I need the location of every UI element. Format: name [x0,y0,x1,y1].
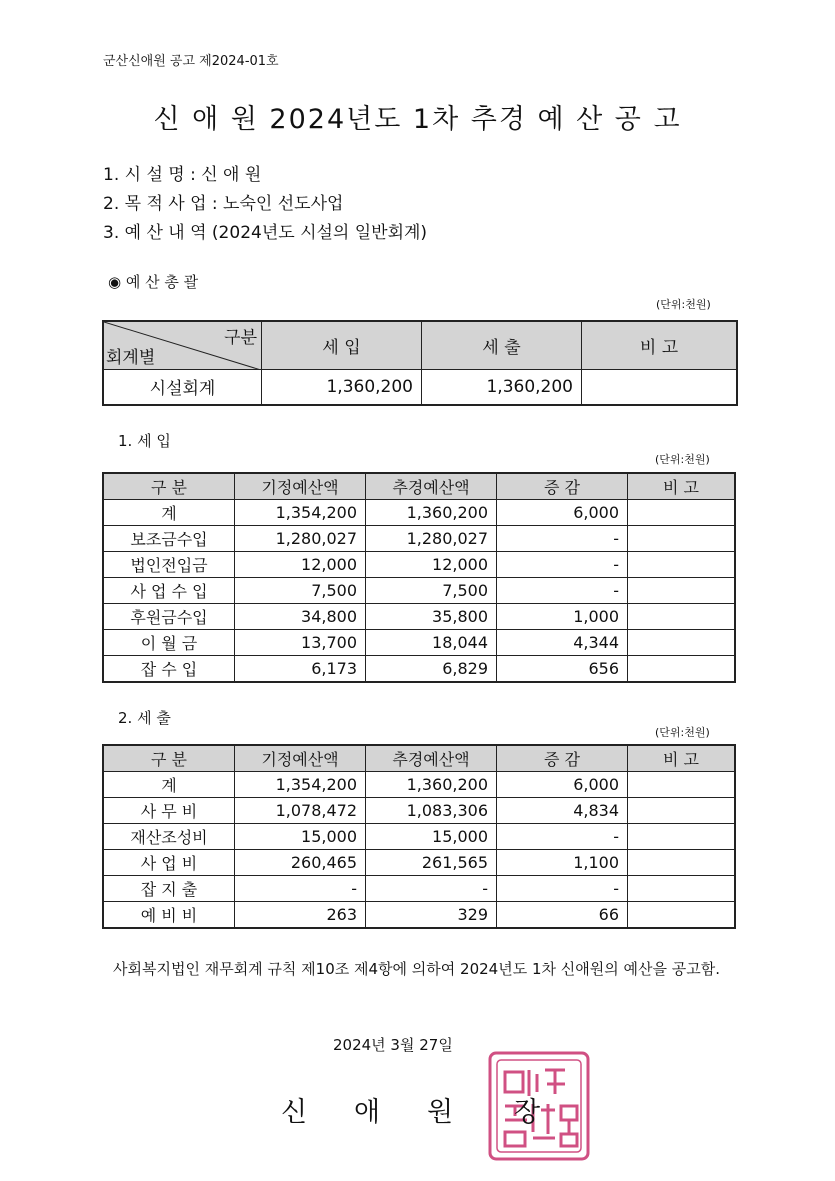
change-amount: 6,000 [497,772,628,798]
revised-amount: 329 [366,902,497,929]
change-amount: 1,100 [497,850,628,876]
table-row [103,369,737,405]
note-cell [628,772,736,798]
table-row [103,798,735,824]
revised-amount: 1,083,306 [366,798,497,824]
row-label: 법인전입금 [103,552,235,578]
note-cell [628,500,736,526]
original-amount: 1,354,200 [235,500,366,526]
change-amount: 656 [497,656,628,683]
revenue-unit: (단위:천원) [655,453,710,466]
original-amount: 1,280,027 [235,526,366,552]
row-label: 계 [103,500,235,526]
original-amount: 1,078,472 [235,798,366,824]
original-amount: 260,465 [235,850,366,876]
revenue-header-note: 비 고 [628,473,736,500]
revised-amount: 35,800 [366,604,497,630]
table-row [103,902,735,929]
expenditure-header-category: 구 분 [103,745,235,772]
table-row [103,578,735,604]
table-row [103,630,735,656]
expenditure-header-change: 증 감 [497,745,628,772]
row-label: 사 무 비 [103,798,235,824]
row-label: 보조금수입 [103,526,235,552]
summary-heading: ◉ 예 산 총 괄 [108,273,199,291]
table-row [103,656,735,683]
signature-char-4: 장 [514,1097,541,1128]
page-title: 신 애 원 2024년도 1차 추경 예 산 공 고 [153,104,682,135]
row-label: 이 월 금 [103,630,235,656]
revised-amount: 7,500 [366,578,497,604]
info-line-budget: 3. 예 산 내 역 (2024년도 시설의 일반회계) [103,223,428,243]
corner-bottom-label: 회계별 [106,347,156,368]
announcement-date: 2024년 3월 27일 [333,1036,453,1054]
row-label: 잡 수 입 [103,656,235,683]
expenditure-unit: (단위:천원) [655,726,710,739]
revised-amount: 261,565 [366,850,497,876]
revenue-header-original: 기정예산액 [235,473,366,500]
original-amount: 6,173 [235,656,366,683]
table-row [103,824,735,850]
summary-cell-revenue: 1,360,200 [262,369,422,405]
revised-amount: 18,044 [366,630,497,656]
summary-header-expenditure: 세 출 [422,321,582,369]
row-label: 사 업 수 입 [103,578,235,604]
revenue-header-category: 구 분 [103,473,235,500]
change-amount: 1,000 [497,604,628,630]
revised-amount: 1,360,200 [366,500,497,526]
signature-char-3: 원 [427,1097,454,1128]
revised-amount: 1,360,200 [366,772,497,798]
revenue-heading: 1. 세 입 [118,432,171,450]
expenditure-header-revised: 추경예산액 [366,745,497,772]
original-amount: 7,500 [235,578,366,604]
summary-header-revenue: 세 입 [262,321,422,369]
signature-char-1: 신 [281,1097,308,1128]
table-row [103,526,735,552]
change-amount: 4,834 [497,798,628,824]
revised-amount: 12,000 [366,552,497,578]
summary-unit: (단위:천원) [656,298,711,311]
table-row [103,850,735,876]
change-amount: - [497,876,628,902]
expenditure-table [102,744,736,929]
expenditure-header-note: 비 고 [628,745,736,772]
summary-cell-account: 시설회계 [103,369,262,405]
change-amount: - [497,552,628,578]
original-amount: 12,000 [235,552,366,578]
info-line-facility: 1. 시 설 명 : 신 애 원 [103,165,262,185]
revenue-header-change: 증 감 [497,473,628,500]
change-amount: 66 [497,902,628,929]
change-amount: - [497,824,628,850]
summary-cell-note [582,369,738,405]
table-row [103,552,735,578]
row-label: 재산조성비 [103,824,235,850]
row-label: 잡 지 출 [103,876,235,902]
signature-char-2: 애 [354,1097,381,1128]
table-row [103,876,735,902]
summary-table [102,320,738,406]
note-cell [628,656,736,683]
note-cell [628,604,736,630]
revised-amount: - [366,876,497,902]
note-cell [628,798,736,824]
note-cell [628,552,736,578]
note-cell [628,850,736,876]
revised-amount: 1,280,027 [366,526,497,552]
row-label: 사 업 비 [103,850,235,876]
original-amount: 15,000 [235,824,366,850]
announcement-text: 사회복지법인 재무회계 규칙 제10조 제4항에 의하여 2024년도 1차 신애원의 예산을 공고함. [113,960,720,978]
summary-header-note: 비 고 [582,321,738,369]
revised-amount: 15,000 [366,824,497,850]
original-amount: 34,800 [235,604,366,630]
original-amount: 13,700 [235,630,366,656]
change-amount: - [497,526,628,552]
original-amount: 1,354,200 [235,772,366,798]
summary-cell-expenditure: 1,360,200 [422,369,582,405]
original-amount: - [235,876,366,902]
note-cell [628,526,736,552]
note-cell [628,630,736,656]
change-amount: - [497,578,628,604]
table-row [103,604,735,630]
row-label: 후원금수입 [103,604,235,630]
note-cell [628,578,736,604]
note-cell [628,876,736,902]
change-amount: 4,344 [497,630,628,656]
note-cell [628,824,736,850]
table-row [103,772,735,798]
revised-amount: 6,829 [366,656,497,683]
notice-number: 군산신애원 공고 제2024-01호 [103,54,279,69]
revenue-table [102,472,736,683]
row-label: 예 비 비 [103,902,235,929]
table-row [103,500,735,526]
info-line-purpose: 2. 목 적 사 업 : 노숙인 선도사업 [103,194,344,214]
row-label: 계 [103,772,235,798]
expenditure-heading: 2. 세 출 [118,709,171,727]
expenditure-header-original: 기정예산액 [235,745,366,772]
change-amount: 6,000 [497,500,628,526]
corner-top-label: 구분 [224,328,257,348]
summary-corner-cell [103,321,262,369]
original-amount: 263 [235,902,366,929]
note-cell [628,902,736,929]
revenue-header-revised: 추경예산액 [366,473,497,500]
